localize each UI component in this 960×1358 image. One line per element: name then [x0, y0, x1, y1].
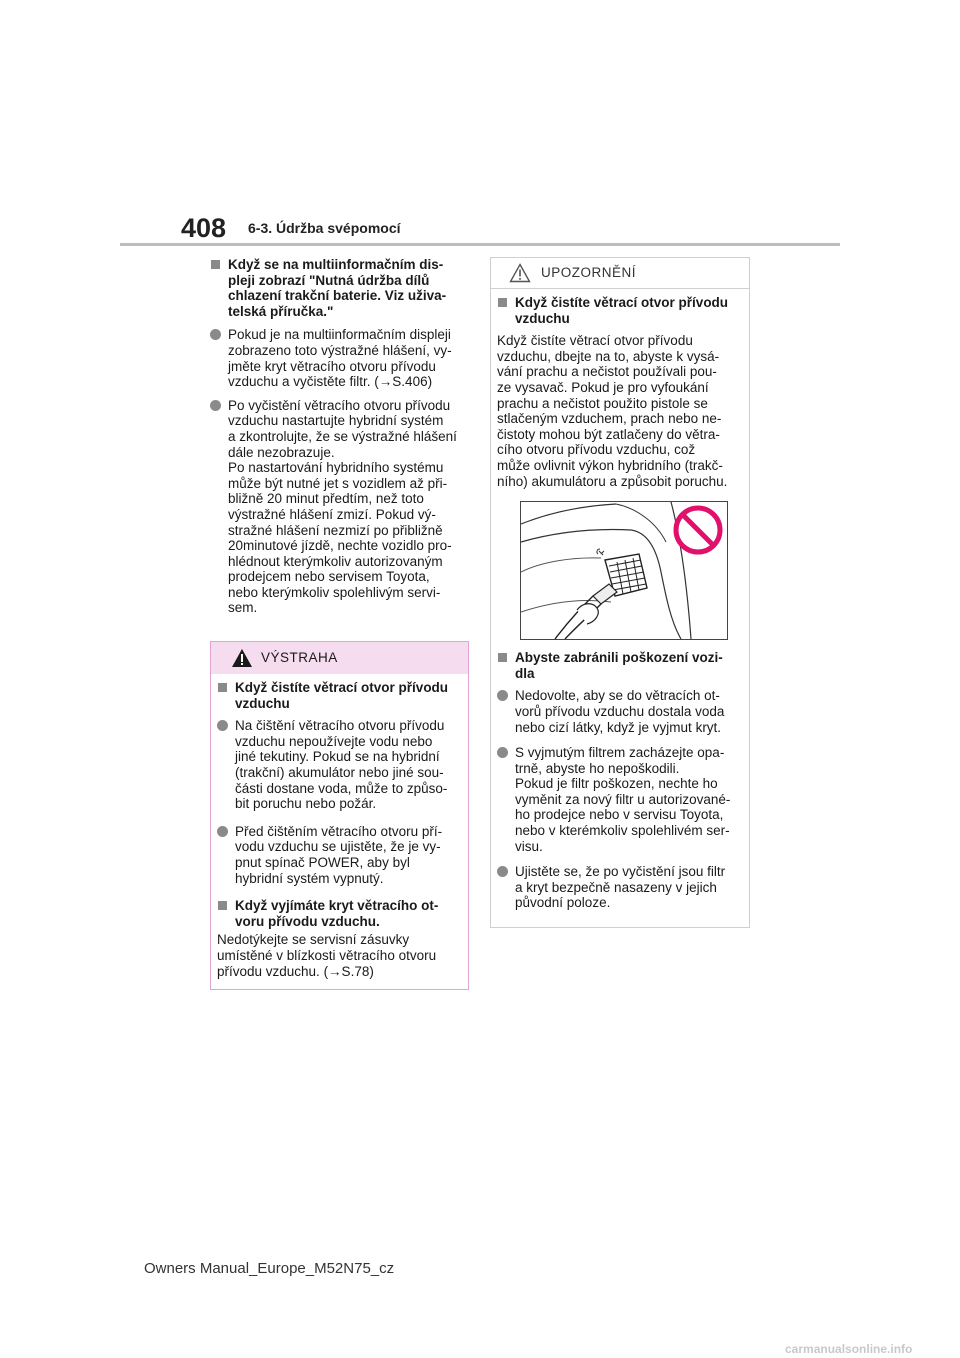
- square-bullet-icon: [218, 901, 227, 910]
- watermark-link[interactable]: carmanualsonline.info: [785, 1342, 913, 1356]
- warning-header: [211, 642, 468, 674]
- round-bullet-icon: [210, 400, 221, 411]
- caution-paragraph: Když čistíte větrací otvor přívodu vzduchu, dbejte na to, abyste k vysá- vání prachu a nečistot používali pou- ze vysavač. Pokud je pro vyfoukání prachu a nečistot použito pistole se stlačeným vzduchem, prach nebo ne- čistoty mohou být zatlačeny do větra- cího otvoru přívodu vzduchu, což může ovlivnit výkon hybridního (trakč- ního) akumulátoru a způsobit poruchu.: [497, 333, 728, 489]
- caution-bullet-1-text: Nedovolte, aby se do větracích ot- vorů přívodu vzduchu dostala voda nebo cizí látky, když je vyjmut kryt.: [515, 688, 725, 735]
- caution-bullet-2: [497, 745, 741, 854]
- round-bullet-icon: [497, 747, 508, 758]
- left-heading: Když se na multiinformačním dis- pleji zobrazí "Nutná údržba dílů chlazení trakční baterie. Viz uživa- telská příručka.": [228, 257, 447, 319]
- header-divider: [120, 243, 840, 246]
- caution-header: [491, 258, 749, 289]
- square-bullet-icon: [498, 653, 507, 662]
- square-bullet-icon: [498, 298, 507, 307]
- warning-bullet-2-text: Před čištěním větracího otvoru pří- vodu vzduchu se ujistěte, že je vy- pnut spínač POWER, aby byl hybridní systém vypnutý.: [235, 823, 443, 886]
- page-number: 408: [181, 213, 227, 243]
- round-bullet-icon: [217, 720, 228, 731]
- left-column: [210, 257, 470, 616]
- caution-heading-1: Když čistíte větrací otvor přívodu vzduchu: [515, 295, 729, 326]
- left-heading-item: [210, 257, 470, 319]
- warning-heading-1-item: [217, 680, 460, 711]
- caution-bullet-3: [497, 864, 741, 911]
- caution-body: [491, 289, 749, 911]
- warning-heading-1: Když čistíte větrací otvor přívodu vzduchu: [235, 680, 449, 711]
- warning-box: [210, 641, 469, 990]
- prohibition-icon: [672, 504, 724, 556]
- caution-heading-2: Abyste zabránili poškození vozi- dla: [515, 650, 723, 681]
- caution-heading-1-item: [497, 295, 741, 326]
- warning-heading-2-item: [217, 898, 460, 929]
- round-bullet-icon: [497, 690, 508, 701]
- square-bullet-icon: [211, 260, 220, 269]
- warning-bullet-2: [217, 824, 460, 886]
- caution-box: [490, 257, 750, 928]
- caution-bullet-1: [497, 688, 741, 735]
- left-bullet-2: [210, 398, 470, 616]
- round-bullet-icon: [497, 866, 508, 877]
- caution-title: UPOZORNĚNÍ: [541, 265, 637, 280]
- round-bullet-icon: [217, 826, 228, 837]
- left-bullet-2-text: Po vyčistění větracího otvoru přívodu vzduchu nastartujte hybridní systém a zkontrolujte, že se výstražné hlášení dále nezobrazuje. Po nastartování hybridního systému může být nutné jet s vozidlem až při- bližně 20 minut předtím, než toto výstražné hlášení zmizí. Pokud vý- stražné hlášení nezmizí po přibližně 20minutové jízdě, nechte vozidlo pro- hlédnout kterýmkoliv autorizovaným prodejcem nebo servisem Toyota, nebo kterýmkoliv spolehlivým servi- sem.: [228, 397, 457, 616]
- warning-heading-2: Když vyjímáte kryt větracího ot- voru přívodu vzduchu.: [235, 898, 439, 929]
- warning-triangle-icon: [231, 648, 253, 668]
- warning-title: VÝSTRAHA: [261, 650, 338, 665]
- caution-heading-2-item: [497, 650, 741, 681]
- square-bullet-icon: [218, 683, 227, 692]
- warning-paragraph: Nedotýkejte se servisní zásuvky umístěné v blízkosti větracího otvoru přívodu vzduchu. (→S.78): [217, 932, 437, 979]
- section-title: 6-3. Údržba svépomocí: [248, 220, 401, 236]
- warning-bullet-1-text: Na čištění větracího otvoru přívodu vzduchu nepoužívejte vodu nebo jiné tekutiny. Pokud se na hybridní (trakční) akumulátor nebo jiné sou- části dostane voda, může to způso- bit poruchu nebo požár.: [235, 718, 448, 812]
- left-bullet-1-text: Pokud je na multiinformačním displeji zobrazeno toto výstražné hlášení, vy- jměte kryt větracího otvoru přívodu vzduchu a vyčistěte filtr. (→S.406): [228, 327, 452, 390]
- caution-bullet-3-text: Ujistěte se, že po vyčistění jsou filtr a kryt bezpečně nasazeny v jejich původní poloze.: [515, 864, 726, 911]
- caution-triangle-icon: [509, 263, 531, 283]
- manual-id: Owners Manual_Europe_M52N75_cz: [144, 1260, 395, 1277]
- left-bullet-1: [210, 327, 470, 389]
- warning-bullet-1: [217, 718, 460, 812]
- warning-body: [211, 674, 468, 979]
- round-bullet-icon: [210, 329, 221, 340]
- caution-bullet-2-text: S vyjmutým filtrem zacházejte opa- trně, abyste ho nepoškodili. Pokud je filtr poškozen, nechte ho vyměnit za nový filtr u autorizované- ho prodejce nebo v servisu Toyota, nebo v kterémkoliv spolehlivém ser- visu.: [515, 745, 731, 854]
